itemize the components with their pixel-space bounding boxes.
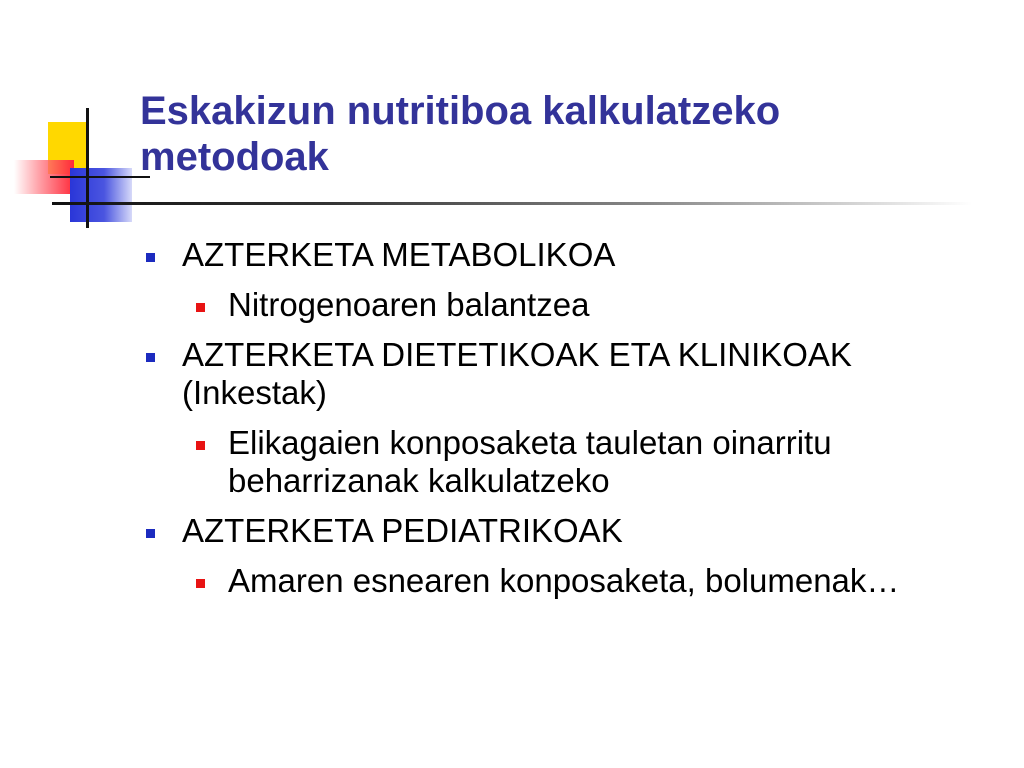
square-bullet-icon — [196, 579, 205, 588]
list-item — [144, 286, 984, 324]
vertical-rule — [86, 108, 89, 228]
list-item-text: AZTERKETA DIETETIKOAK ETA KLINIKOAK (Inkestak) — [182, 336, 852, 411]
bullet-list — [144, 236, 984, 612]
square-bullet-icon — [146, 529, 155, 538]
slide-title: Eskakizun nutritiboa kalkulatzeko metodoak — [140, 89, 781, 179]
list-item — [144, 336, 984, 412]
list-item-text: Amaren esnearen konposaketa, bolumenak… — [228, 562, 900, 599]
list-item — [144, 424, 984, 500]
list-item-text: AZTERKETA PEDIATRIKOAK — [182, 512, 623, 549]
square-bullet-icon — [146, 353, 155, 362]
list-item — [144, 236, 984, 274]
square-bullet-icon — [146, 253, 155, 262]
list-item-text: Nitrogenoaren balantzea — [228, 286, 590, 323]
list-item — [144, 512, 984, 550]
list-item — [144, 562, 984, 600]
square-bullet-icon — [196, 441, 205, 450]
list-item-text: Elikagaien konposaketa tauletan oinarritu beharrizanak kalkulatzeko — [228, 424, 832, 499]
title-underline — [52, 202, 972, 205]
square-bullet-icon — [196, 303, 205, 312]
short-horizontal-rule — [50, 176, 150, 178]
list-item-text: AZTERKETA METABOLIKOA — [182, 236, 616, 273]
